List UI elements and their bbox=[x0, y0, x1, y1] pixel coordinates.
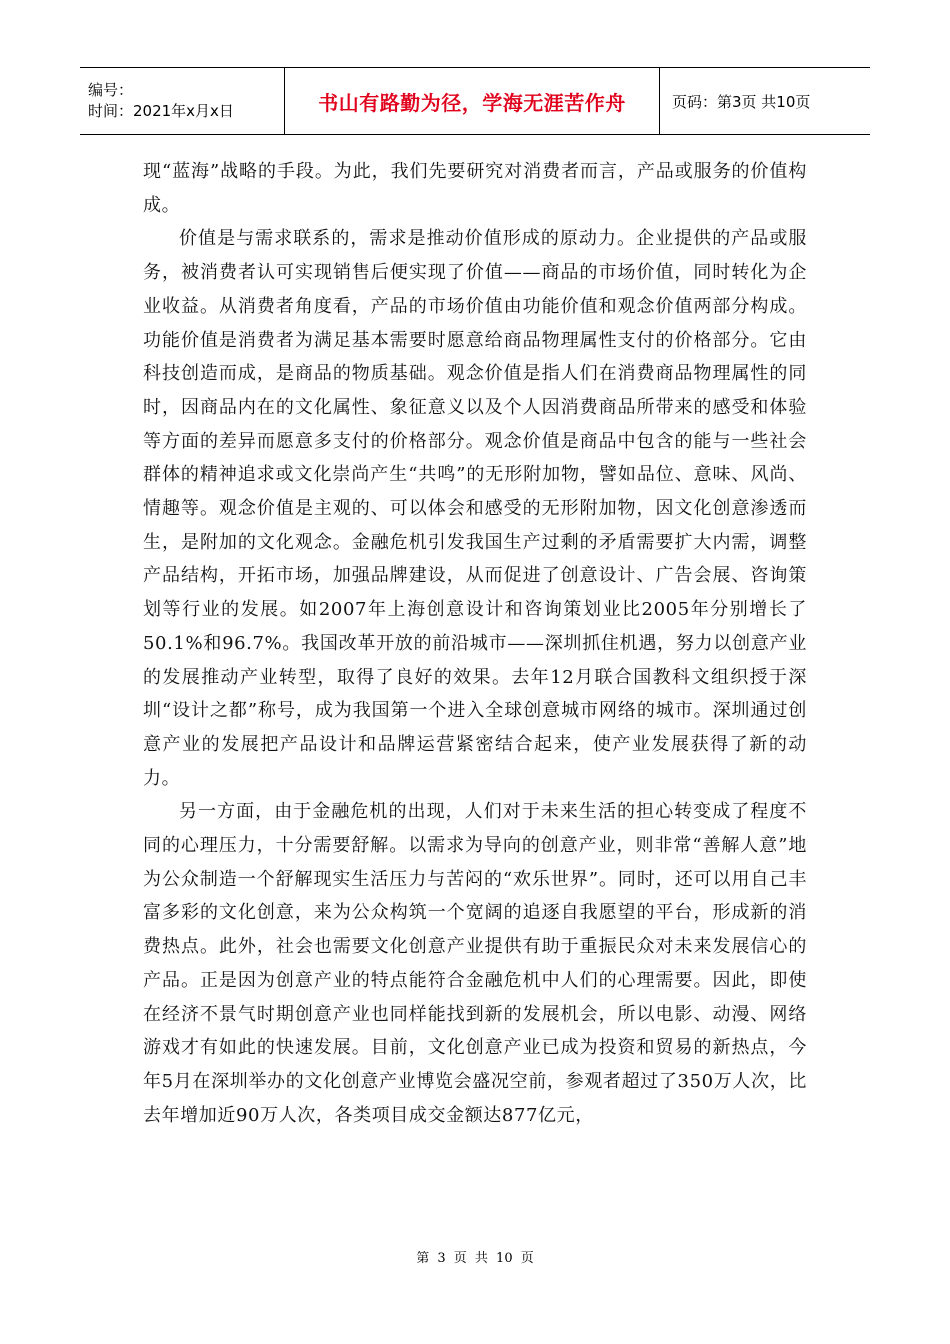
date-label: 时间：2021年x月x日 bbox=[88, 102, 234, 120]
motto-text: 书山有路勤为径，学海无涯苦作舟 bbox=[318, 90, 626, 115]
page-code-label: 页码：第3页 共10页 bbox=[672, 92, 811, 111]
paragraph: 另一方面，由于金融危机的出现，人们对于未来生活的担心转变成了程度不同的心理压力，十分需要舒解。以需求为导向的创意产业，则非常“善解人意”地为公众制造一个舒解现实生活压力与苦闷的“欢乐世界”。同时，还可以用自己丰富多彩的文化创意，来为公众构筑一个宽阔的追逐自我愿望的平台，形成新的消费热点。此外，社会也需要文化创意产业提供有助于重振民众对未来发展信心的产品。正是因为创意产业的特点能符合金融危机中人们的心理需要。因此，即使在经济不景气时期创意产业也同样能找到新的发展机会，所以电影、动漫、网络游戏才有如此的快速发展。目前，文化创意产业已成为投资和贸易的新热点，今年5月在深圳举办的文化创意产业博览会盛况空前，参观者超过了350万人次，比去年增加近90万人次，各类项目成交金额达877亿元， bbox=[143, 801, 807, 1126]
header-page-cell bbox=[660, 68, 870, 134]
header-motto-cell bbox=[284, 68, 660, 134]
paragraph: 价值是与需求联系的，需求是推动价值形成的原动力。企业提供的产品或服务，被消费者认可实现销售后便实现了价值——商品的市场价值，同时转化为企业收益。从消费者角度看，产品的市场价值由功能价值和观念价值两部分构成。功能价值是消费者为满足基本需要时愿意给商品物理属性支付的价格部分。它由科技创造而成，是商品的物质基础。观念价值是指人们在消费商品物理属性的同时，因商品内在的文化属性、象征意义以及个人因消费商品所带来的感受和体验等方面的差异而愿意多支付的价格部分。观念价值是商品中包含的能与一些社会群体的精神追求或文化崇尚产生“共鸣”的无形附加物，譬如品位、意味、风尚、情趣等。观念价值是主观的、可以体会和感受的无形附加物，因文化创意渗透而生，是附加的文化观念。金融危机引发我国生产过剩的矛盾需要扩大内需，调整产品结构，开拓市场，加强品牌建设，从而促进了创意设计、广告会展、咨询策划等行业的发展。如2007年上海创意设计和咨询策划业比2005年分别增长了50.1%和96.7%。我国改革开放的前沿城市——深圳抓住机遇，努力以创意产业的发展推动产业转型，取得了良好的效果。去年12月联合国教科文组织授于深圳“设计之都”称号，成为我国第一个进入全球创意城市网络的城市。深圳通过创意产业的发展把产品设计和品牌运营紧密结合起来，使产业发展获得了新的动力。 bbox=[143, 228, 807, 789]
serial-number-label: 编号： bbox=[88, 81, 134, 99]
document-body bbox=[143, 155, 807, 1132]
paragraph: 现“蓝海”战略的手段。为此，我们先要研究对消费者而言，产品或服务的价值构成。 bbox=[143, 161, 807, 216]
page-header bbox=[80, 67, 870, 135]
header-meta-cell bbox=[80, 68, 284, 134]
page-footer: 第 3 页 共 10 页 bbox=[416, 1251, 534, 1266]
